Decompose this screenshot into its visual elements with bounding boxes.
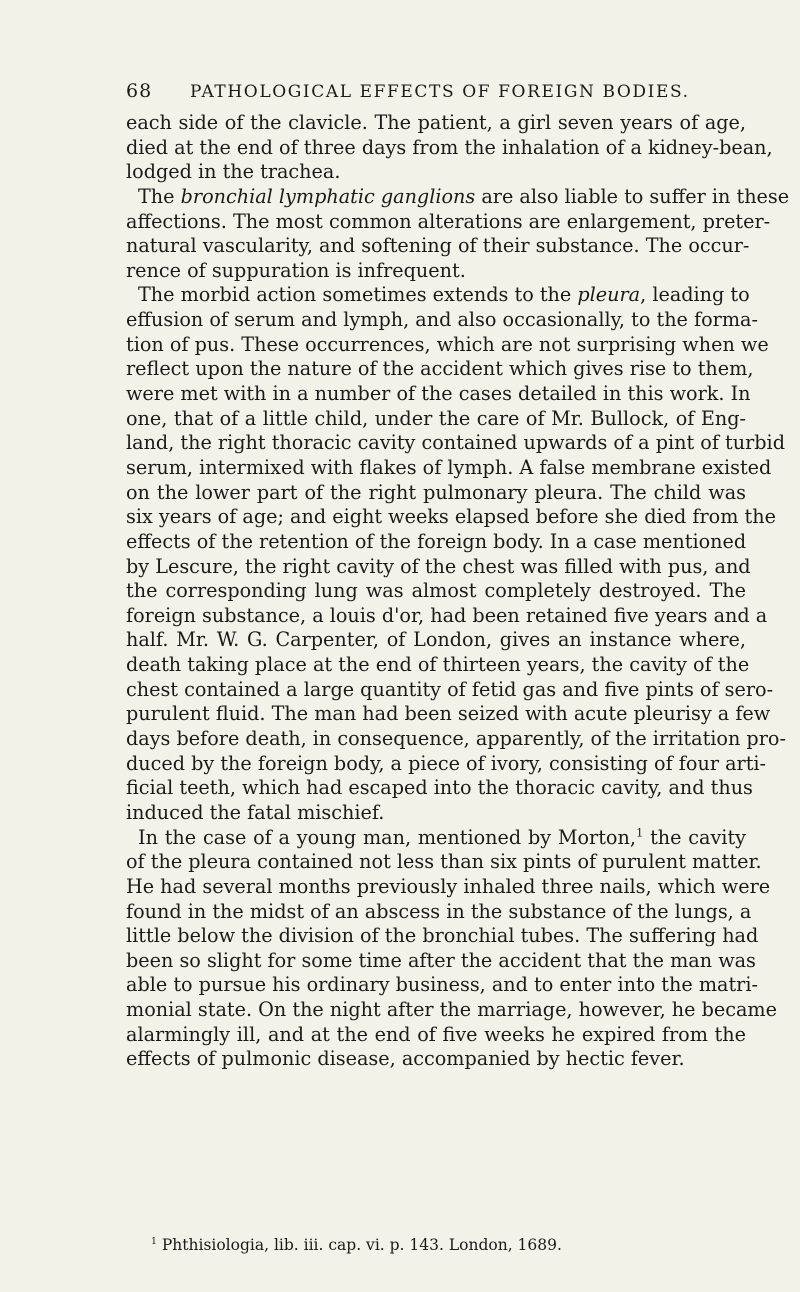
text-line: effusion of serum and lymph, and also occasionally, to the forma- (126, 308, 758, 332)
text-line: the corresponding lung was almost completely destroyed. The (126, 579, 746, 603)
text-line: foreign substance, a louis d'or, had been retained five years and a (126, 603, 768, 627)
text-line: ficial teeth, which had escaped into the thoracic cavity, and thus (126, 776, 753, 800)
text-line: alarmingly ill, and at the end of five weeks he expired from the (126, 1022, 746, 1046)
running-title: PATHOLOGICAL EFFECTS OF FOREIGN BODIES. (190, 82, 690, 102)
footnote-marker: 1 (151, 1235, 157, 1247)
footnote-text: Phthisiologia, lib. iii. cap. vi. p. 143. London, 1689. (161, 1236, 562, 1254)
text-line: little below the division of the bronchial tubes. The suffering had (126, 924, 759, 948)
text-line: on the lower part of the right pulmonary pleura. The child was (126, 480, 746, 504)
text-line: effects of pulmonic disease, accompanied by hectic fever. (126, 1047, 685, 1071)
text-line: half. Mr. W. G. Carpenter, of London, gives an instance where, (126, 628, 746, 652)
text-line: died at the end of three days from the inhalation of a kidney-bean, (126, 135, 773, 159)
text-line: each side of the clavicle. The patient, a girl seven years of age, (126, 111, 746, 134)
text-line: death taking place at the end of thirteen years, the cavity of the (126, 653, 750, 677)
text-line: induced the fatal mischief. (126, 800, 385, 824)
text-line: effects of the retention of the foreign body. In a case mentioned (126, 529, 747, 553)
text-line: six years of age; and eight weeks elapsed before she died from the (126, 505, 776, 529)
text-line: days before death, in consequence, apparently, of the irritation pro- (126, 727, 786, 751)
text-line: able to pursue his ordinary business, and to enter into the matri- (126, 973, 758, 997)
text-line: The bronchial lymphatic ganglions are also liable to suffer in these (138, 184, 790, 208)
text-line: monial state. On the night after the marriage, however, he became (126, 998, 777, 1022)
text-line: natural vascularity, and softening of their substance. The occur- (126, 234, 750, 258)
text-line: of the pleura contained not less than six pints of purulent matter. (126, 850, 762, 874)
text-line: were met with in a number of the cases detailed in this work. In (126, 382, 751, 406)
text-line: tion of pus. These occurrences, which are not surprising when we (126, 332, 769, 356)
text-line: rence of suppuration is infrequent. (126, 258, 466, 282)
text-line: In the case of a young man, mentioned by Morton,$^1$ the cavity (138, 825, 746, 849)
text-line: purulent fluid. The man had been seized with acute pleurisy a few (126, 702, 771, 726)
text-line: been so slight for some time after the accident that the man was (126, 948, 756, 972)
text-line: serum, intermixed with flakes of lymph. A false membrane existed (126, 455, 772, 479)
text-line: The morbid action sometimes extends to the pleura, leading to (138, 283, 750, 307)
text-line: affections. The most common alterations are enlargement, preter- (126, 209, 771, 233)
text-line: one, that of a little child, under the care of Mr. Bullock, of Eng- (126, 406, 746, 430)
text-line: duced by the foreign body, a piece of ivory, consisting of four arti- (126, 751, 767, 775)
text-line: lodged in the trachea. (126, 160, 341, 184)
page-number: 68 (126, 80, 153, 102)
body-text (126, 111, 790, 1072)
text-line: He had several months previously inhaled three nails, which were (126, 874, 771, 898)
text-line: found in the midst of an abscess in the substance of the lungs, a (126, 899, 752, 923)
text-line: chest contained a large quantity of fetid gas and five pints of sero- (126, 677, 774, 701)
text-line: by Lescure, the right cavity of the chest was filled with pus, and (126, 554, 751, 578)
running-head (126, 80, 726, 102)
text-line: reflect upon the nature of the accident which gives rise to them, (126, 357, 754, 381)
footnote (151, 1236, 751, 1254)
text-line: land, the right thoracic cavity contained upwards of a pint of turbid (126, 431, 785, 455)
